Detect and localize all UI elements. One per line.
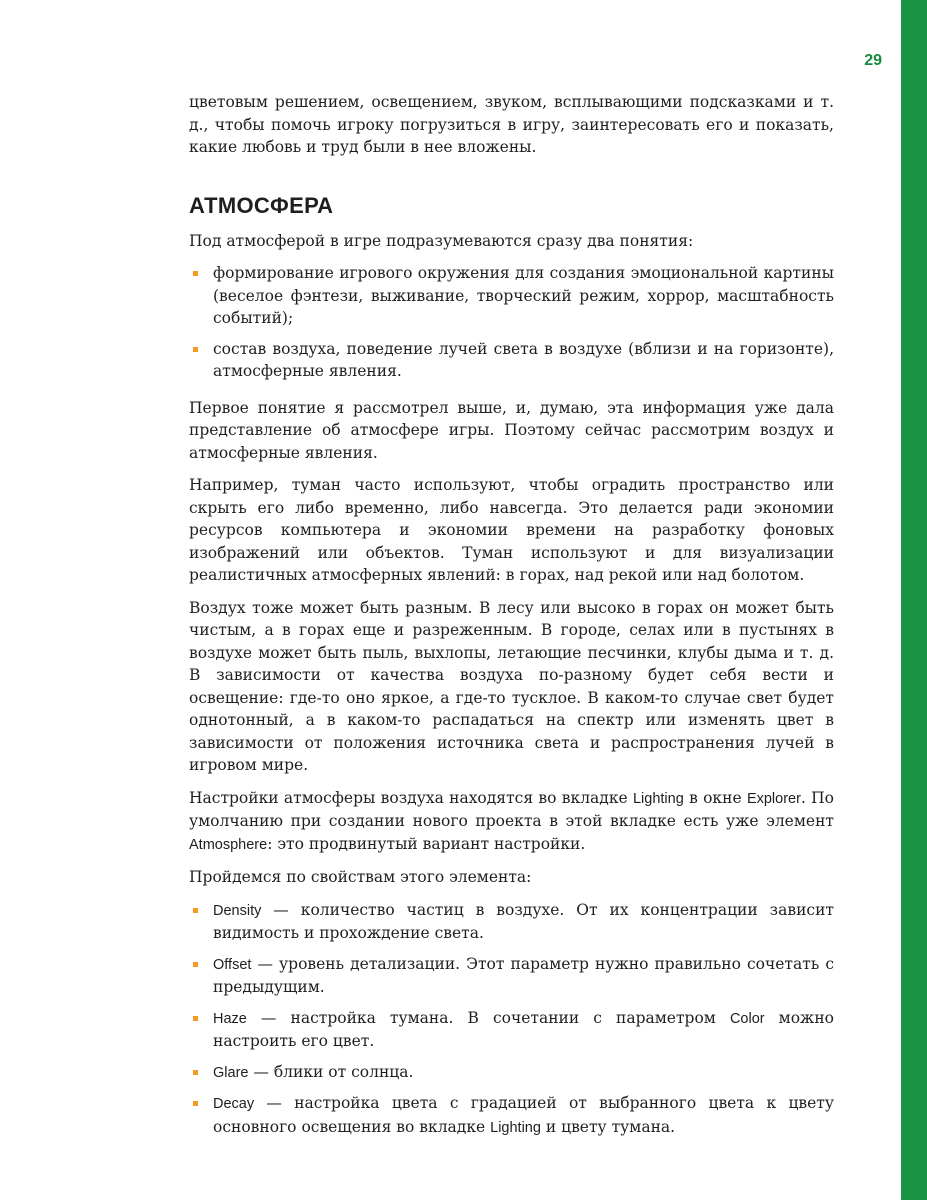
paragraph-settings-location [189,787,834,857]
term-haze: Haze [213,1010,247,1027]
page-content [189,91,834,1153]
term-explorer: Explorer [746,790,801,807]
paragraph-first-concept: Первое понятие я рассмотрел выше, и, думаю, эта информация уже дала представление об атмосфере игры. Поэтому сейчас рассмотрим воздух и атмосферные явления. [189,398,834,462]
text-run: . По умолчанию при создании нового проекта в этой вкладке есть уже элемент [189,788,835,830]
text-run: : это продвинутый вариант настройки. [267,834,586,853]
list-item-decay [189,1092,834,1139]
term-description: и цвету тумана. [540,1117,676,1136]
term-lighting: Lighting [490,1119,541,1136]
page-edge-green-bar [901,0,927,1200]
bullet-square-icon [193,271,198,276]
bullet-square-icon [193,1016,198,1021]
term-color: Color [729,1010,765,1027]
text-run: в окне [683,788,747,807]
term-decay: Decay [213,1096,255,1112]
term-offset: Offset [213,956,252,973]
term-description: можно настроить его цвет. [213,1008,834,1050]
bullet-square-icon [193,347,198,352]
term-description: — количество частиц в воздухе. От их концентрации зависит видимость и прохождение света. [213,900,834,942]
term-description: — уровень детализации. Этот параметр нужно правильно сочетать с предыдущим. [213,954,834,996]
term-description: — настройка цвета с градацией от выбранного цвета к цвету основного освещения во вкладке [213,1094,834,1136]
bullet-square-icon [193,1070,198,1075]
page-number: 29 [864,52,882,69]
list-item-density [189,899,834,945]
list-item-offset [189,953,834,999]
bullet-square-icon [193,1101,198,1106]
term-glare: Glare [213,1064,249,1081]
intro-paragraph: цветовым решением, освещением, звуком, всплывающими подсказками и т. д., чтобы помочь игроку погрузиться в игру, заинтересовать его и показать, какие любовь и труд были в нее вложены. [189,93,834,156]
term-density: Density [213,902,262,919]
list-item-text: формирование игрового окружения для создания эмоциональной картины (веселое фэнтези, выживание, творческий режим, хоррор, масштабность событий); [213,264,834,327]
list-item [189,338,834,383]
paragraph-air: Воздух тоже может быть разным. В лесу или высоко в горах он может быть чистым, а в горах еще и разреженным. В городе, селах или в пустынях в воздухе может быть пыль, выхлопы, летающие песчинки, клубы дыма и т. д. В зависимости от качества воздуха по-разному будет себя вести и освещение: где-то оно яркое, а где-то тусклое. В каком-то случае свет будет однотонный, а в каком-то распадаться на спектр или изменять цвет в зависимости от положения источника света и распространения лучей в игровом мире. [189,598,834,774]
list-item-haze [189,1007,834,1053]
term-lighting: Lighting [632,790,684,807]
term-description: — блики от солнца. [248,1062,414,1081]
atmosphere-concepts-list [189,262,834,383]
list-item [189,262,834,330]
bullet-square-icon [193,908,198,913]
section-heading: АТМОСФЕРА [189,192,334,218]
term-description: — настройка тумана. В сочетании с параметром [246,1008,730,1027]
properties-list [189,899,834,1140]
paragraph-atmosphere-definition: Под атмосферой в игре подразумеваются сразу два понятия: [189,231,694,250]
bullet-square-icon [193,962,198,967]
text-run: Настройки атмосферы воздуха находятся во вкладке [189,788,633,807]
paragraph-properties-intro: Пройдемся по свойствам этого элемента: [189,868,532,886]
paragraph-fog: Например, туман часто используют, чтобы оградить пространство или скрыть его либо временно, либо навсегда. Это делается ради экономии ресурсов компьютера и экономии времени на разработку фоновых изображений или объектов. Туман используют и для визуализации реалистичных атмосферных явлений: в горах, над рекой или над болотом. [189,476,834,584]
list-item-glare [189,1061,834,1085]
term-atmosphere: Atmosphere [189,836,268,853]
list-item-text: состав воздуха, поведение лучей света в воздухе (вблизи и на горизонте), атмосферные явления. [213,339,834,380]
